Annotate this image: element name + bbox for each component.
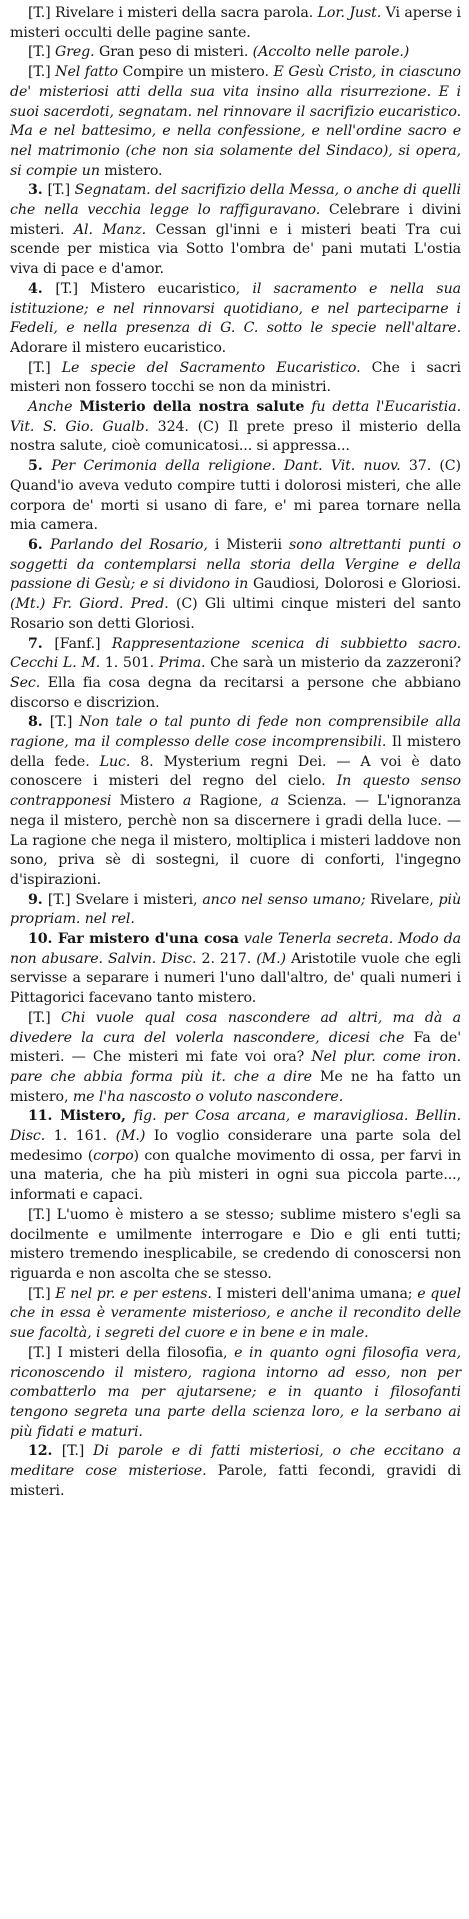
text-run: 1. 501. xyxy=(100,655,159,672)
text-run: Io voglio considerare una parte sola del medesimo ( xyxy=(10,1128,461,1164)
entry-paragraph-p19 xyxy=(10,1442,461,1501)
text-run: [T.] xyxy=(28,44,55,61)
text-run: corpo xyxy=(93,1147,134,1164)
text-run: 1. 161. xyxy=(45,1128,116,1145)
entry-paragraph-p13 xyxy=(10,930,461,1009)
text-run: 11. Mistero, xyxy=(28,1108,134,1125)
text-run: [T.] xyxy=(28,359,62,376)
text-run: Cessan gl'inni e i misteri beati Tra cui scende per mistica via Sotto l'ombra de' pani mutati L'ostia viva di pace e d'amor. xyxy=(10,221,461,278)
text-run: Nel plur. come iron. pare che abbia forma più it. che a dire xyxy=(10,1049,461,1085)
entry-paragraph-p2 xyxy=(10,43,461,63)
entry-paragraph-p16 xyxy=(10,1206,461,1285)
text-run: vale Tenerla secreta. Modo da non abusare. Salvin. Disc. xyxy=(10,931,461,967)
text-run: mistero. xyxy=(99,162,163,179)
text-run: Per Cerimonia della religione. Dant. Vit. nuov. xyxy=(51,458,401,475)
text-run: fig. per Cosa arcana, e maravigliosa. Bellin. Disc. xyxy=(10,1108,461,1145)
text-run: Misterio della nostra salute xyxy=(79,399,305,416)
text-run: a xyxy=(182,793,192,810)
text-run: E Gesù Cristo, in ciascuno de' misteriosi atti della sua vita insino alla risurrezione. E i suoi sacerdoti, segnatam. nel rinnovare il sacrifizio eucaristico. Ma e nel battesimo, e nella confessione, e nell'ordine sacro e nel matrimonio (che non sia solamente del Sindaco), si opera, si compie un xyxy=(10,64,462,179)
text-run: 12. xyxy=(28,1443,62,1460)
text-run: [T.] L'uomo è mistero a se stesso; sublime mistero s'egli sa docilmente e umilmente interrogare e Dio e gli enti tutti; mistero tremendo inesplicabile, se credendo di conoscersi non riguarda e non ascolta che se stesso. xyxy=(10,1206,461,1282)
text-run: [T.] xyxy=(28,1285,56,1302)
text-run: 8. xyxy=(28,714,50,731)
text-run: Al. Manz. xyxy=(73,221,146,238)
text-run: (M.) xyxy=(115,1128,146,1145)
text-run: [T.] xyxy=(61,1443,94,1460)
text-run: me l'ha nascosto o voluto nascondere. xyxy=(72,1088,344,1105)
text-run: Di parole e di fatti misteriosi, o che eccitano a meditare cose misteriose. xyxy=(10,1443,462,1480)
entry-paragraph-p14 xyxy=(10,1009,461,1108)
entry-paragraph-p7 xyxy=(10,398,461,457)
text-run: Ragione, xyxy=(191,793,271,810)
text-run: anco nel senso umano; xyxy=(202,891,366,908)
text-run: Parlando del Rosario, xyxy=(50,536,208,553)
text-run: E nel pr. e per estens. xyxy=(55,1285,212,1302)
text-run: Il mistero della fede. xyxy=(10,734,462,770)
entry-paragraph-p10 xyxy=(10,635,461,714)
text-run: (M.) xyxy=(256,950,286,967)
text-run: Parole, fatti fecondi, gravidi di misteri. xyxy=(10,1463,461,1499)
text-run: [T.] Mistero eucaristico, xyxy=(55,280,253,297)
text-run: Rivelare, xyxy=(365,891,439,908)
text-run: [T.] xyxy=(47,182,75,199)
text-run: Adorare il mistero eucaristico. xyxy=(10,339,227,356)
text-run: [T.] xyxy=(28,1009,62,1026)
text-run: 7. xyxy=(28,635,55,652)
text-run: i Misterii xyxy=(207,536,290,553)
entry-paragraph-p4 xyxy=(10,181,461,280)
entry-paragraph-p15 xyxy=(10,1107,461,1206)
text-run: 37. (C) Quand'io aveva veduto compire tutti i dolorosi misteri, che alle corpora de' morti si usano di fare, e' mi parea tornare nella mia camera. xyxy=(10,458,461,534)
text-run: [T.] xyxy=(28,64,56,81)
text-run: Chi vuole qual cosa nascondere ad altri, ma dà a divedere la cura del volerla nascondere, dicesi che xyxy=(10,1009,462,1046)
text-run: 8. Mysterium regni Dei. — A voi è dato conoscere i misteri del regno del cielo. xyxy=(10,753,462,790)
entry-paragraph-p6 xyxy=(10,359,461,398)
text-run: ) con qualche movimento di ossa, per farvi in una materia, che ha più misteri in ogni sua piccola parte..., informati e capaci. xyxy=(10,1147,461,1204)
text-run: [T.] xyxy=(49,714,80,731)
text-run: Luc. xyxy=(99,753,131,770)
text-run: Greg. xyxy=(54,44,95,61)
text-run: In questo senso contrapponesi xyxy=(10,773,461,810)
text-run: Vi aperse i misteri occulti delle pagine sante. xyxy=(10,5,461,41)
text-run: 9. xyxy=(28,891,48,908)
text-run: 4. xyxy=(28,280,56,297)
text-run: I misteri dell'anima umana; xyxy=(211,1285,418,1302)
entry-paragraph-p9 xyxy=(10,536,461,635)
text-run: e in quanto ogni filosofia vera, riconoscendo il mistero, ragiona intorno ad esso, non per combatterlo ma per ajutarsene; e in quanto i filosofanti tengono segreta una parte della scienza loro, e la serbano ai più fidati e maturi. xyxy=(10,1344,461,1440)
text-run: più propriam. nel rel. xyxy=(10,891,462,928)
text-run: Gran peso di misteri. xyxy=(94,44,253,61)
text-run: Nel fatto xyxy=(55,64,118,81)
entry-paragraph-p5 xyxy=(10,280,461,359)
text-run: 324. (C) Il prete preso il misterio della nostra salute, cioè comunicatosi... si appressa... xyxy=(10,418,461,455)
text-run: Me ne ha fatto un mistero, xyxy=(10,1068,461,1105)
text-run: Sec. xyxy=(10,674,41,691)
entry-paragraph-p18 xyxy=(10,1344,461,1443)
text-run: Prima. xyxy=(158,655,206,672)
text-run: e quel che in essa è veramente misterioso, e anche il recondito delle sue facoltà, i segreti del cuore e in bene e in male. xyxy=(10,1285,461,1342)
text-run: Scienza. — L'ignoranza nega il mistero, perchè non sa discernere i gradi della luce. — La ragione che nega il mistero, moltiplica i misteri laddove non sono, priva sè di sostegni, il cuore di conforti, l'ingegno d'ispirazioni. xyxy=(10,793,461,888)
text-run: sono altrettanti punti o soggetti da contemplarsi nella storia della Vergine e della passione di Gesù; e si dividono in xyxy=(10,536,461,593)
text-run: 2. 217. xyxy=(196,950,257,967)
text-run: Celebrare i divini misteri. xyxy=(10,202,461,238)
text-run: (C) Gli ultimi cinque misteri del santo Rosario son detti Gloriosi. xyxy=(10,596,461,632)
text-run: [Fanf.] xyxy=(54,635,112,652)
entry-paragraph-p12 xyxy=(10,891,461,930)
text-run: Rappresentazione scenica di subbietto sacro. Cecchi L. M. xyxy=(10,635,462,672)
entry-paragraph-p1 xyxy=(10,4,461,43)
text-run: (Mt.) Fr. Giord. Pred. xyxy=(10,596,169,613)
text-run: fu detta l'Eucaristia. Vit. S. Gio. Gualb. xyxy=(10,399,461,435)
text-run: (Accolto nelle parole.) xyxy=(252,44,410,61)
text-run: Anche xyxy=(28,399,80,416)
text-run: Gaudiosi, Dolorosi e Gloriosi. xyxy=(248,576,461,593)
text-run: 3. xyxy=(28,182,48,199)
text-run: 10. Far mistero d'una cosa xyxy=(28,931,239,948)
text-run: [T.] I misteri della filosofia, xyxy=(28,1344,235,1361)
text-run: Lor. Just. xyxy=(317,5,382,21)
text-run: il sacramento e nella sua istituzione; e nel rinnovarsi quotidiano, e nel parteciparne i Fedeli, e nella presenza di G. C. sotto le specie nell'altare. xyxy=(10,280,461,337)
text-run: Ella fia cosa degna da recitarsi a persone che abbiano discorso e discrizion. xyxy=(10,674,461,711)
entry-paragraph-p11 xyxy=(10,713,461,890)
text-run: [T.] Rivelare i misteri della sacra parola. xyxy=(28,5,318,21)
text-run: Fa de' misteri. — Che misteri mi fate voi ora? xyxy=(10,1029,461,1066)
text-run: 6. xyxy=(28,536,51,553)
entry-paragraph-p3 xyxy=(10,63,461,181)
text-run: a xyxy=(270,793,279,810)
text-run: Che sarà un misterio da zazzeroni? xyxy=(205,655,462,672)
text-run: [T.] Svelare i misteri, xyxy=(47,891,203,908)
text-run: Compire un mistero. xyxy=(117,64,274,81)
text-run: Segnatam. del sacrifizio della Messa, o anche di quelli che nella vecchia legge lo raffiguravano. xyxy=(10,182,461,219)
text-run: 5. xyxy=(28,458,52,475)
text-run: Mistero xyxy=(111,793,183,810)
text-run: Non tale o tal punto di fede non comprensibile alla ragione, ma il complesso delle cose incomprensibili. xyxy=(10,714,461,751)
text-run: Che i sacri misteri non fossero tocchi se non da ministri. xyxy=(10,359,461,396)
entry-paragraph-p8 xyxy=(10,457,461,536)
text-run: Le specie del Sacramento Eucaristico. xyxy=(61,359,361,376)
text-run: Aristotile vuole che egli servisse a separare i numeri l'uno dall'altro, de' quali numeri i Pittagorici facevano tanto mistero. xyxy=(10,950,461,1007)
entry-paragraph-p17 xyxy=(10,1285,461,1344)
